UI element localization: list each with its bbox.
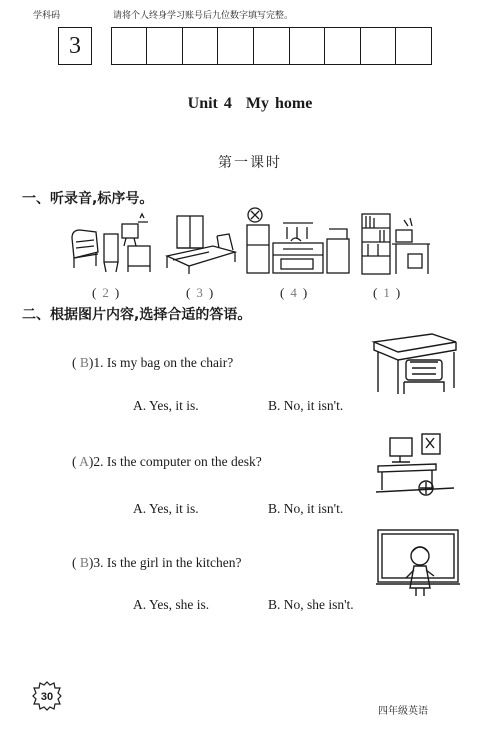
kitchen-icon <box>243 207 355 277</box>
question-paren: ( <box>72 454 80 469</box>
question-paren: ( <box>72 555 80 570</box>
desk-with-bag-icon <box>370 332 460 396</box>
question-text: )3. Is the girl in the kitchen? <box>88 555 242 570</box>
digit-box[interactable] <box>289 27 326 65</box>
bedroom-icon <box>163 212 239 276</box>
answer-value: 1 <box>383 285 396 300</box>
option-a[interactable]: A. Yes, she is. <box>133 597 210 612</box>
question-text: )2. Is the computer on the desk? <box>88 454 262 469</box>
unit-number: Unit 4 <box>187 95 232 112</box>
unit-title <box>0 95 500 113</box>
option-b[interactable]: B. No, it isn't. <box>268 501 344 516</box>
section-1-title: 一、听录音,标序号。 <box>22 191 154 207</box>
account-digit-boxes[interactable] <box>112 27 432 65</box>
digit-box[interactable] <box>395 27 432 65</box>
subject-code-box <box>58 27 92 65</box>
answer-blank-4[interactable]: (1) <box>373 285 407 300</box>
subject-code-label: 学科码 <box>33 11 61 21</box>
question-text: )1. Is my bag on the chair? <box>88 355 234 370</box>
digit-box[interactable] <box>253 27 290 65</box>
girl-at-blackboard-icon <box>372 526 464 600</box>
unit-name: My home <box>245 95 313 112</box>
question-paren: ( <box>72 355 80 370</box>
subject-code-value: 3 <box>69 32 81 59</box>
option-b[interactable]: B. No, she isn't. <box>268 597 354 612</box>
desk-with-computer-icon <box>374 430 458 500</box>
lesson-title: 第一课时 <box>218 155 282 171</box>
grade-label: 四年级英语 <box>378 706 428 717</box>
option-b[interactable]: B. No, it isn't. <box>268 398 344 413</box>
answer-blank-2[interactable]: (3) <box>186 285 220 300</box>
option-a[interactable]: A. Yes, it is. <box>133 398 199 413</box>
digit-box[interactable] <box>360 27 397 65</box>
question-answer[interactable]: B <box>79 555 89 570</box>
answer-blank-3[interactable]: (4) <box>280 285 314 300</box>
account-instruction: 请将个人终身学习账号后九位数字填写完整。 <box>113 11 294 21</box>
question-1 <box>72 355 233 371</box>
living-room-icon <box>68 212 156 276</box>
digit-box[interactable] <box>146 27 183 65</box>
answer-blank-1[interactable]: (2) <box>92 285 126 300</box>
digit-box[interactable] <box>217 27 254 65</box>
option-a[interactable]: A. Yes, it is. <box>133 501 199 516</box>
answer-value: 3 <box>196 285 209 300</box>
answer-value: 2 <box>102 285 115 300</box>
question-answer[interactable]: B <box>79 355 89 370</box>
question-3 <box>72 555 241 571</box>
page-number: 30 <box>40 691 54 703</box>
digit-box[interactable] <box>182 27 219 65</box>
digit-box[interactable] <box>111 27 148 65</box>
section-2-title: 二、根据图片内容,选择合适的答语。 <box>22 307 252 323</box>
page-number-badge <box>32 681 62 711</box>
digit-box[interactable] <box>324 27 361 65</box>
question-answer[interactable]: A <box>79 454 89 469</box>
answer-value: 4 <box>290 285 303 300</box>
study-icon <box>358 210 436 278</box>
question-2 <box>72 454 262 470</box>
